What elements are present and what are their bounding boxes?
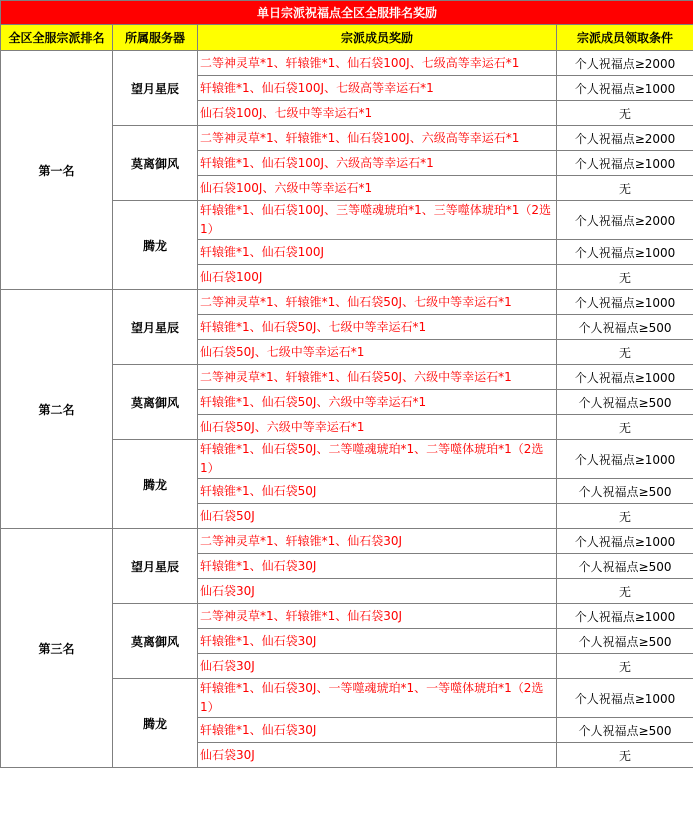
reward-cell: 二等神灵草*1、轩辕锥*1、仙石袋100J、七级高等幸运石*1: [198, 51, 557, 76]
condition-cell: 个人祝福点≥1000: [557, 290, 693, 315]
reward-cell: 轩辕锥*1、仙石袋30J: [198, 718, 557, 743]
server-name: 腾龙: [113, 440, 198, 529]
header-row: [1, 25, 693, 51]
server-name: 望月星辰: [113, 290, 198, 365]
condition-cell: 个人祝福点≥1000: [557, 240, 693, 265]
condition-cell: 个人祝福点≥500: [557, 390, 693, 415]
condition-cell: 个人祝福点≥500: [557, 554, 693, 579]
condition-cell: 无: [557, 504, 693, 529]
condition-cell: 个人祝福点≥1000: [557, 529, 693, 554]
condition-cell: 个人祝福点≥1000: [557, 440, 693, 479]
condition-cell: 个人祝福点≥500: [557, 629, 693, 654]
condition-cell: 个人祝福点≥2000: [557, 126, 693, 151]
reward-cell: 二等神灵草*1、轩辕锥*1、仙石袋50J、六级中等幸运石*1: [198, 365, 557, 390]
reward-cell: 轩辕锥*1、仙石袋30J: [198, 554, 557, 579]
condition-cell: 无: [557, 579, 693, 604]
table-title: 单日宗派祝福点全区全服排名奖励: [1, 1, 693, 25]
reward-cell: 轩辕锥*1、仙石袋100J、六级高等幸运石*1: [198, 151, 557, 176]
table-row: [1, 51, 693, 76]
reward-cell: 仙石袋50J、七级中等幸运石*1: [198, 340, 557, 365]
reward-cell: 仙石袋50J、六级中等幸运石*1: [198, 415, 557, 440]
condition-cell: 个人祝福点≥2000: [557, 51, 693, 76]
reward-cell: 轩辕锥*1、仙石袋50J、六级中等幸运石*1: [198, 390, 557, 415]
column-header-rank: 全区全服宗派排名: [1, 25, 113, 51]
column-header-reward: 宗派成员奖励: [198, 25, 557, 51]
condition-cell: 无: [557, 654, 693, 679]
reward-cell: 仙石袋30J: [198, 579, 557, 604]
condition-cell: 无: [557, 265, 693, 290]
condition-cell: 无: [557, 101, 693, 126]
condition-cell: 个人祝福点≥500: [557, 479, 693, 504]
reward-cell: 仙石袋100J、七级中等幸运石*1: [198, 101, 557, 126]
condition-cell: 个人祝福点≥1000: [557, 151, 693, 176]
server-name: 望月星辰: [113, 529, 198, 604]
rank-label: 第三名: [1, 529, 113, 768]
condition-cell: 个人祝福点≥2000: [557, 201, 693, 240]
reward-cell: 仙石袋50J: [198, 504, 557, 529]
column-header-condition: 宗派成员领取条件: [557, 25, 693, 51]
server-name: 腾龙: [113, 201, 198, 290]
rank-label: 第一名: [1, 51, 113, 290]
table-row: [1, 290, 693, 315]
reward-cell: 仙石袋100J: [198, 265, 557, 290]
server-name: 望月星辰: [113, 51, 198, 126]
condition-cell: 个人祝福点≥500: [557, 315, 693, 340]
condition-cell: 个人祝福点≥1000: [557, 679, 693, 718]
condition-cell: 无: [557, 415, 693, 440]
server-name: 莫离御风: [113, 604, 198, 679]
condition-cell: 无: [557, 176, 693, 201]
condition-cell: 无: [557, 340, 693, 365]
reward-cell: 仙石袋100J、六级中等幸运石*1: [198, 176, 557, 201]
reward-cell: 轩辕锥*1、仙石袋50J: [198, 479, 557, 504]
column-header-server: 所属服务器: [113, 25, 198, 51]
reward-cell: 二等神灵草*1、轩辕锥*1、仙石袋50J、七级中等幸运石*1: [198, 290, 557, 315]
reward-cell: 仙石袋30J: [198, 743, 557, 768]
reward-cell: 二等神灵草*1、轩辕锥*1、仙石袋30J: [198, 604, 557, 629]
reward-cell: 轩辕锥*1、仙石袋30J: [198, 629, 557, 654]
reward-cell: 二等神灵草*1、轩辕锥*1、仙石袋100J、六级高等幸运石*1: [198, 126, 557, 151]
reward-cell: 轩辕锥*1、仙石袋100J: [198, 240, 557, 265]
rank-label: 第二名: [1, 290, 113, 529]
title-row: [1, 1, 693, 25]
server-name: 莫离御风: [113, 126, 198, 201]
reward-cell: 轩辕锥*1、仙石袋30J、一等噬魂琥珀*1、一等噬体琥珀*1（2选1）: [198, 679, 557, 718]
reward-cell: 仙石袋30J: [198, 654, 557, 679]
condition-cell: 个人祝福点≥1000: [557, 604, 693, 629]
reward-cell: 轩辕锥*1、仙石袋50J、二等噬魂琥珀*1、二等噬体琥珀*1（2选1）: [198, 440, 557, 479]
table-body: [1, 51, 693, 768]
reward-cell: 二等神灵草*1、轩辕锥*1、仙石袋30J: [198, 529, 557, 554]
server-name: 腾龙: [113, 679, 198, 768]
condition-cell: 个人祝福点≥1000: [557, 76, 693, 101]
reward-cell: 轩辕锥*1、仙石袋50J、七级中等幸运石*1: [198, 315, 557, 340]
reward-cell: 轩辕锥*1、仙石袋100J、三等噬魂琥珀*1、三等噬体琥珀*1（2选1）: [198, 201, 557, 240]
condition-cell: 个人祝福点≥500: [557, 718, 693, 743]
condition-cell: 个人祝福点≥1000: [557, 365, 693, 390]
server-name: 莫离御风: [113, 365, 198, 440]
reward-cell: 轩辕锥*1、仙石袋100J、七级高等幸运石*1: [198, 76, 557, 101]
condition-cell: 无: [557, 743, 693, 768]
table-row: [1, 529, 693, 554]
